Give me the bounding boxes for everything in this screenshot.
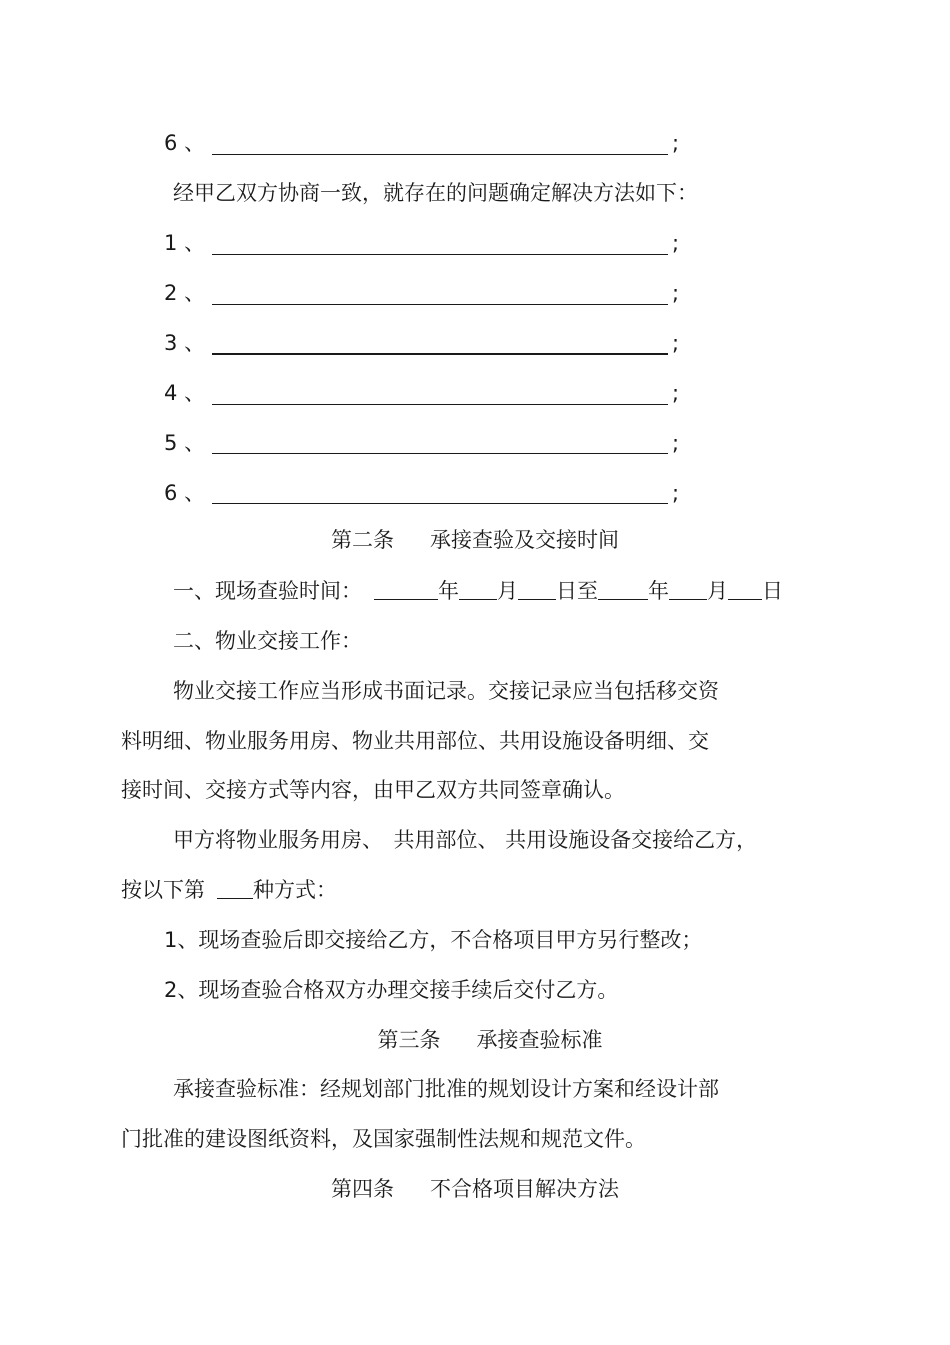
year-label: 年: [438, 579, 459, 603]
article-title: 承接查验及交接时间: [430, 528, 619, 552]
method-blank: [217, 876, 253, 899]
year2-blank: [598, 577, 648, 600]
year-blank: [374, 577, 438, 600]
transfer-prefix: 按以下第: [121, 878, 205, 902]
handover-para-line-1: 物业交接工作应当形成书面记录。交接记录应当包括移交资: [173, 679, 719, 703]
article-4-heading: [0, 1175, 950, 1203]
resolution-item-3: [164, 329, 205, 357]
item-number: 6: [164, 481, 178, 505]
resolution-item-6: [164, 479, 205, 507]
resolution-item-2: [164, 279, 205, 307]
article-title: 承接查验标准: [476, 1028, 603, 1052]
article-number: 第二条: [331, 528, 394, 552]
issue-item-6: [164, 129, 205, 157]
month-blank: [459, 577, 497, 600]
resolution-item-1: [164, 229, 205, 257]
transfer-suffix: 种方式：: [253, 878, 337, 902]
resolution-item-4: [164, 379, 205, 407]
method-text: 、现场查验合格双方办理交接手续后交付乙方。: [177, 978, 619, 1002]
article-2-heading: [0, 526, 950, 554]
month2-label: 月: [707, 579, 728, 603]
item-end: ;: [672, 331, 680, 355]
transfer-para-line-2: [121, 876, 337, 904]
handover-heading: 二、物业交接工作：: [173, 629, 362, 653]
item-end: ;: [672, 231, 680, 255]
standard-para-line-2: 门批准的建设图纸资料，及国家强制性法规和规范文件。: [121, 1127, 646, 1151]
item-end: ;: [672, 431, 680, 455]
month2-blank: [669, 577, 707, 600]
item-number: 4: [164, 381, 178, 405]
resolution-item-5: [164, 429, 205, 457]
article-number: 第四条: [331, 1177, 394, 1201]
year2-label: 年: [648, 579, 669, 603]
transfer-para-line-1: 甲方将物业服务用房、 共用部位、 共用设施设备交接给乙方，: [173, 828, 758, 852]
article-number: 第三条: [377, 1028, 441, 1052]
method-text: 、现场查验后即交接给乙方，不合格项目甲方另行整改；: [177, 928, 703, 952]
article-title: 不合格项目解决方法: [430, 1177, 619, 1201]
item-separator: 、: [184, 381, 206, 405]
day2-label: 日: [762, 579, 783, 603]
blank-line: [212, 154, 668, 155]
blank-line: [212, 404, 668, 405]
handover-para-line-2: 料明细、物业服务用房、物业共用部位、共用设施设备明细、交: [121, 729, 709, 753]
item-number: 1: [164, 231, 178, 255]
item-number: 3: [164, 331, 178, 355]
method-item-1: [164, 926, 702, 954]
item-separator: 、: [184, 331, 206, 355]
item-number: 6: [164, 131, 178, 155]
inspection-time-line: [173, 577, 783, 605]
blank-line: [212, 453, 668, 454]
item-separator: 、: [184, 481, 206, 505]
blank-line: [212, 503, 668, 504]
blank-line: [212, 304, 668, 305]
inspection-time-label: 一、现场查验时间：: [173, 579, 362, 603]
standard-para-line-1: 承接查验标准：经规划部门批准的规划设计方案和经设计部: [173, 1077, 719, 1101]
resolution-intro: 经甲乙双方协商一致，就存在的问题确定解决方法如下：: [173, 181, 698, 205]
day2-blank: [728, 577, 762, 600]
item-number: 5: [164, 431, 178, 455]
item-number: 1: [164, 928, 178, 952]
item-end: ;: [672, 381, 680, 405]
item-number: 2: [164, 281, 178, 305]
item-end: ;: [672, 131, 680, 155]
item-end: ;: [672, 481, 680, 505]
blank-line: [212, 254, 668, 255]
method-item-2: [164, 976, 618, 1004]
day-to-label: 日至: [556, 579, 598, 603]
article-3-heading: [15, 1026, 950, 1054]
item-separator: 、: [184, 231, 206, 255]
day-blank: [518, 577, 556, 600]
handover-para-line-3: 接时间、交接方式等内容，由甲乙双方共同签章确认。: [121, 778, 625, 802]
item-number: 2: [164, 978, 178, 1002]
item-separator: 、: [184, 431, 206, 455]
item-separator: 、: [184, 281, 206, 305]
blank-line: [212, 353, 668, 355]
item-separator: 、: [184, 131, 206, 155]
month-label: 月: [497, 579, 518, 603]
item-end: ;: [672, 281, 680, 305]
